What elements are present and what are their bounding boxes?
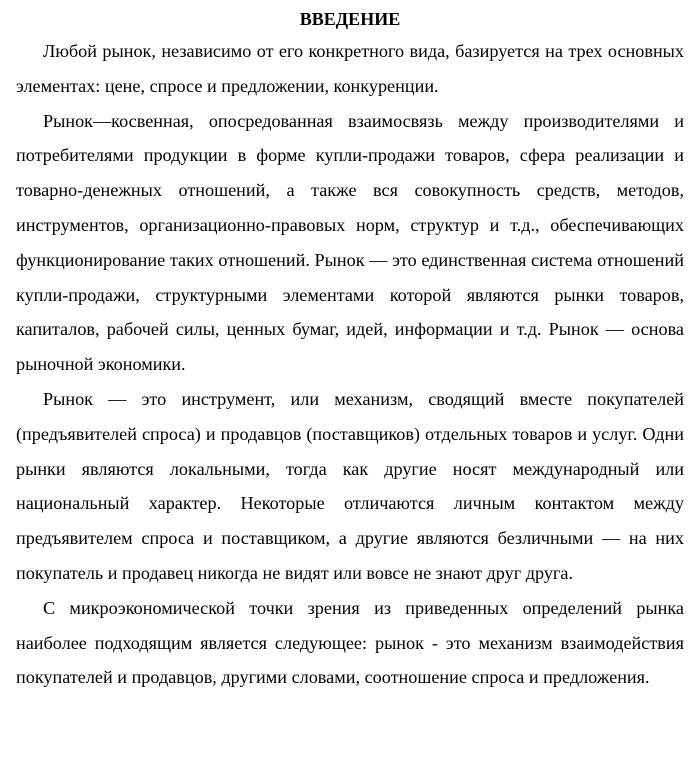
paragraph-3: Рынок — это инструмент, или механизм, сводящий вместе покупателей (предъявителей спроса) и продавцов (поставщиков) отдельных товаров и услуг. Одни рынки являются локальными, тогда как другие носят международный или национальный характер. Некоторые отличаются личным контактом между предъявителем спроса и поставщиком, а другие являются безличными — на них покупатель и продавец никогда не видят или вовсе не знают друг друга. bbox=[16, 388, 684, 583]
document-title: ВВЕДЕНИЕ bbox=[299, 9, 401, 29]
paragraph-4: С микроэкономической точки зрения из приведенных определений рынка наиболее подходящим является следующее: рынок - это механизм взаимодействия покупателей и продавцов, другими словами, соотношение спроса и предложения. bbox=[16, 597, 684, 688]
paragraph-2: Рынок—косвенная, опосредованная взаимосвязь между производителями и потребителями продукции в форме купли-продажи товаров, сфера реализации и товарно-денежных отношений, а также вся совокупность средств, методов, инструментов, организационно-правовых норм, структур и т.д., обеспечивающих функционирование таких отношений. Рынок — это единственная система отношений купли-продажи, структурными элементами которой являются рынки товаров, капиталов, рабочей силы, ценных бумаг, идей, информации и т.д. Рынок — основа рыночной экономики. bbox=[16, 110, 684, 375]
paragraph-1: Любой рынок, независимо от его конкретного вида, базируется на трех основных элементах: цене, спросе и предложении, конкуренции. bbox=[16, 41, 684, 96]
